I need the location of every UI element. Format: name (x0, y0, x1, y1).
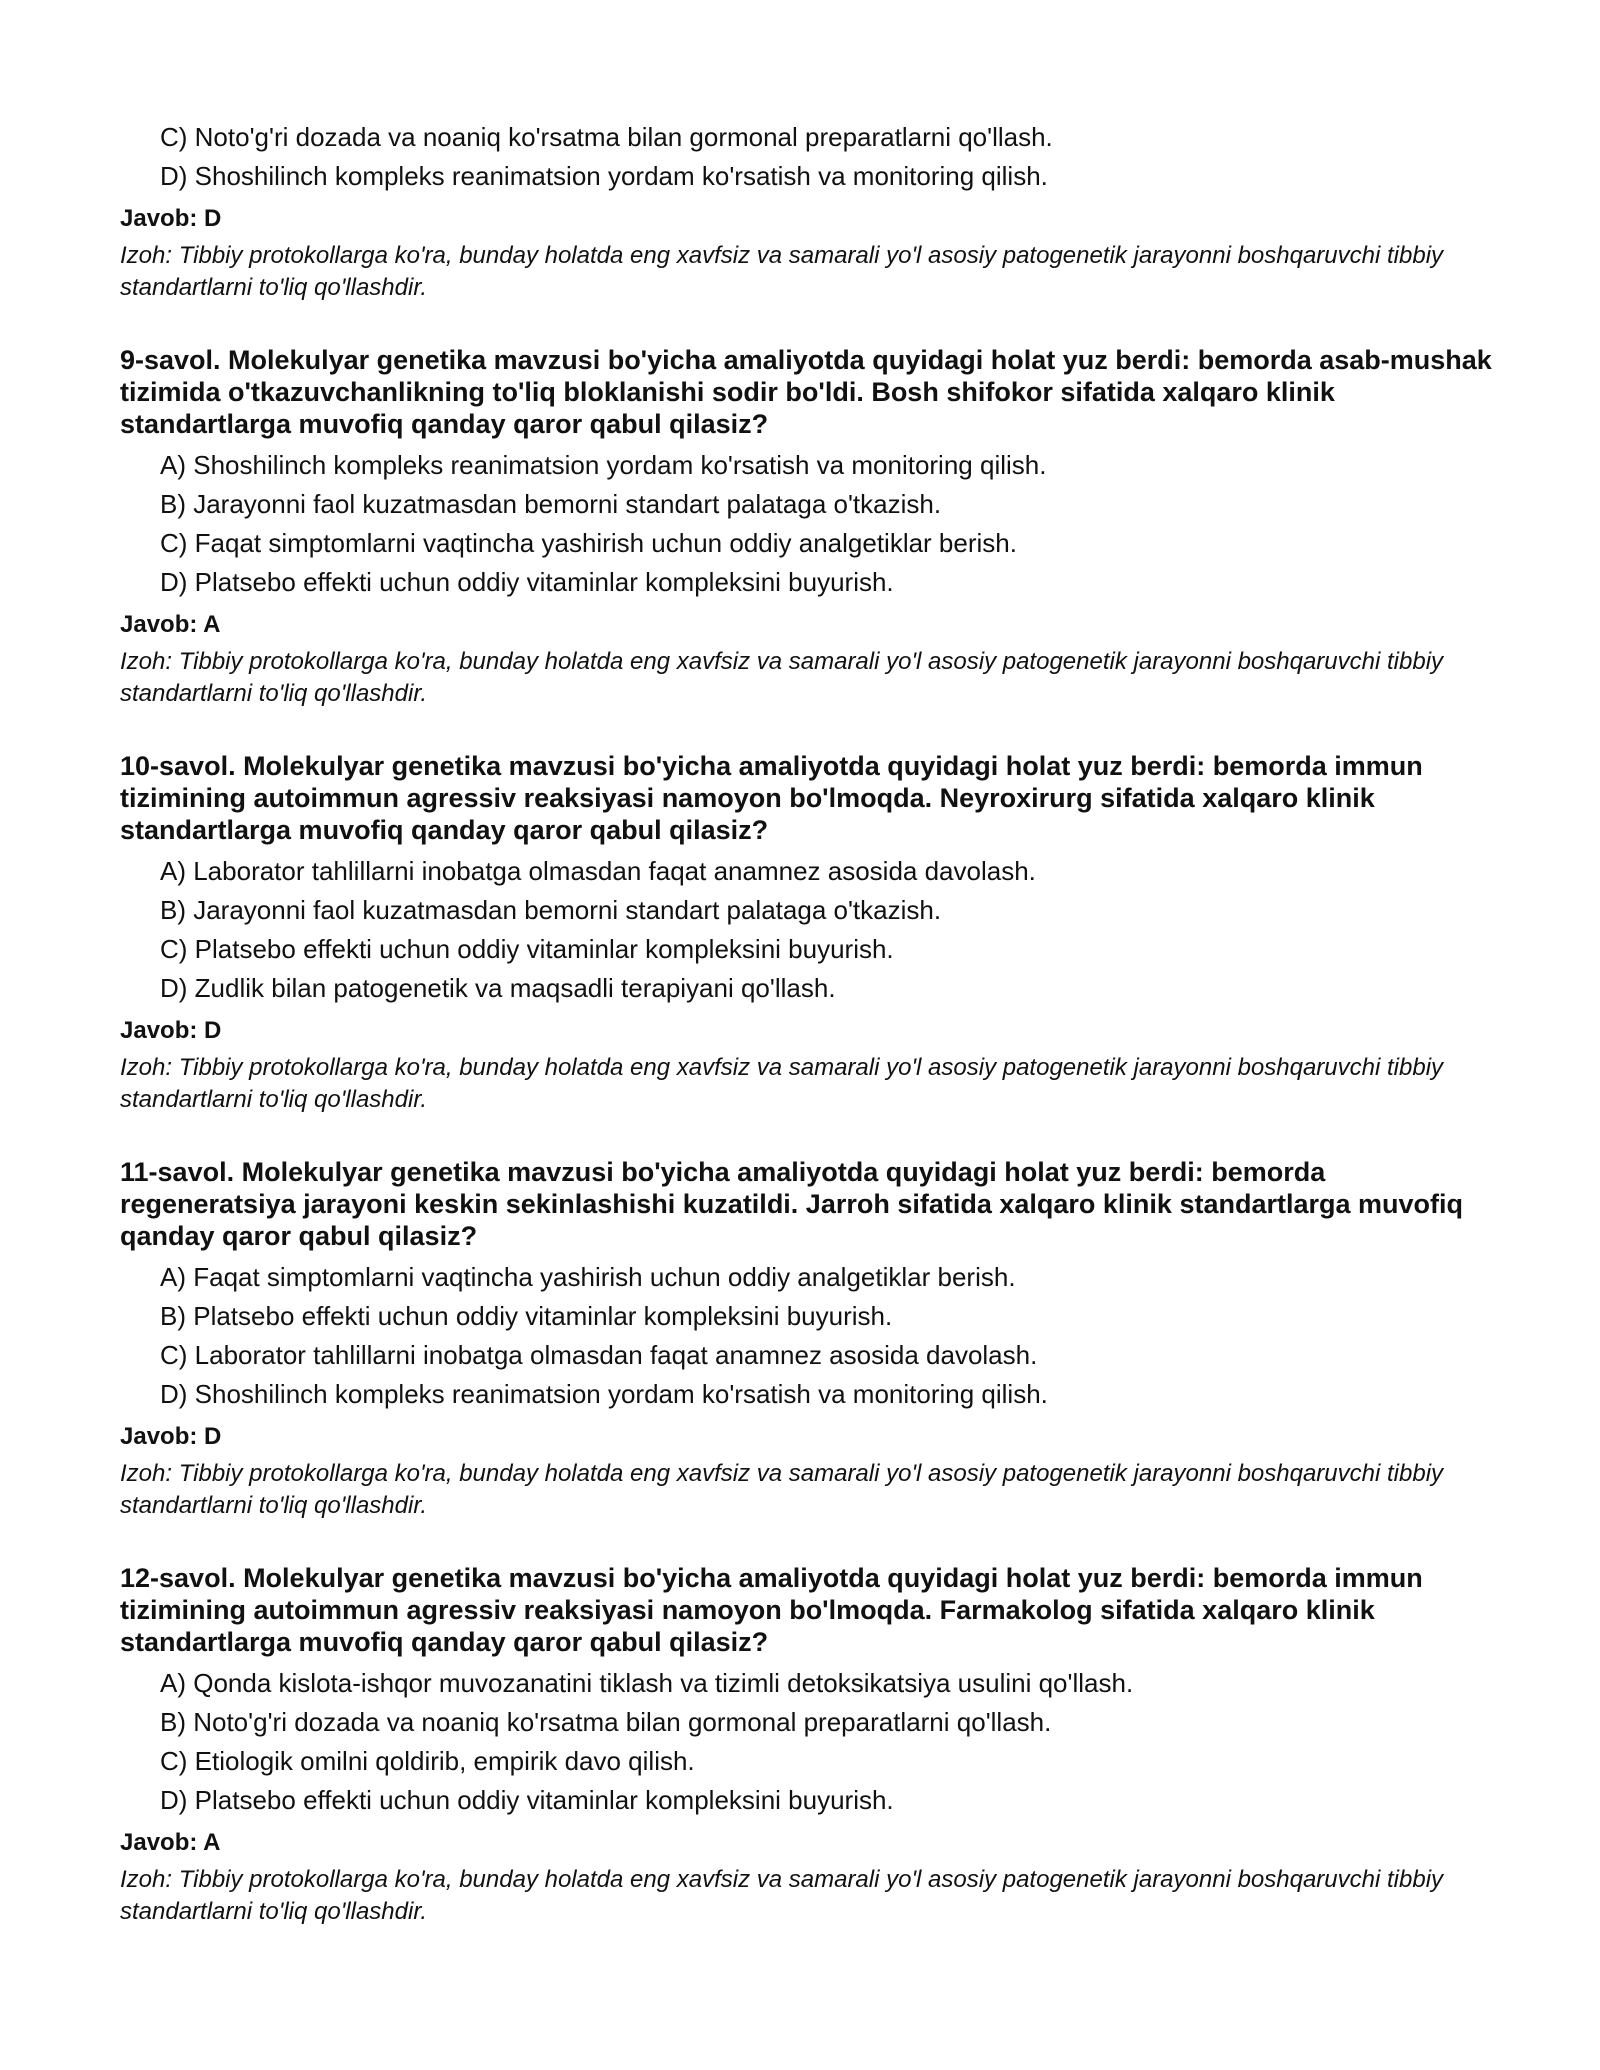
document-page (120, 118, 1500, 1928)
option-c: C) Laborator tahlillarni inobatga olmasdan faqat anamnez asosida davolash. (160, 1340, 1038, 1370)
explanation-note: Izoh: Tibbiy protokollarga ko'ra, bunday holatda eng xavfsiz va samarali yo'l asosiy patogenetik jarayonni boshqaruvchi tibbiy standartlarni to'liq qo'llashdir. (120, 1054, 1444, 1113)
option-c: C) Faqat simptomlarni vaqtincha yashirish uchun oddiy analgetiklar berish. (160, 528, 1017, 558)
question-11 (120, 1156, 1500, 1522)
option-a: A) Laborator tahlillarni inobatga olmasdan faqat anamnez asosida davolash. (160, 856, 1036, 886)
answer-label: Javob: A (120, 1829, 221, 1856)
option-c: C) Platsebo effekti uchun oddiy vitaminlar kompleksini buyurish. (160, 934, 894, 964)
answer-label: Javob: A (120, 611, 221, 638)
answer-label: Javob: D (120, 1017, 222, 1044)
explanation-note: Izoh: Tibbiy protokollarga ko'ra, bunday holatda eng xavfsiz va samarali yo'l asosiy patogenetik jarayonni boshqaruvchi tibbiy standartlarni to'liq qo'llashdir. (120, 242, 1444, 301)
option-c: C) Etiologik omilni qoldirib, empirik davo qilish. (160, 1746, 695, 1776)
option-b: B) Jarayonni faol kuzatmasdan bemorni standart palataga o'tkazish. (160, 489, 942, 519)
options-list (160, 1258, 1500, 1414)
question-10 (120, 750, 1500, 1116)
option-d: D) Shoshilinch kompleks reanimatsion yordam ko'rsatish va monitoring qilish. (160, 1379, 1048, 1409)
question-title: 12-savol. Molekulyar genetika mavzusi bo'yicha amaliyotda quyidagi holat yuz berdi: bemorda immun tizimining autoimmun agressiv reaksiyasi namoyon bo'lmoqda. Farmakolog sifatida xalqaro klinik standartlarga muvofiq qanday qaror qabul qilasiz? (120, 1563, 1423, 1657)
options-list (160, 446, 1500, 602)
question-12 (120, 1562, 1500, 1928)
option-a: A) Faqat simptomlarni vaqtincha yashirish uchun oddiy analgetiklar berish. (160, 1262, 1016, 1292)
options-list (160, 852, 1500, 1008)
option-b: B) Noto'g'ri dozada va noaniq ko'rsatma bilan gormonal preparatlarni qo'llash. (160, 1707, 1052, 1737)
option-d: D) Platsebo effekti uchun oddiy vitaminlar kompleksini buyurish. (160, 567, 894, 597)
options-list (160, 1664, 1500, 1820)
question-title: 9-savol. Molekulyar genetika mavzusi bo'yicha amaliyotda quyidagi holat yuz berdi: bemorda asab-mushak tizimida o'tkazuvchanlikning to'liq bloklanishi sodir bo'ldi. Bosh shifokor sifatida xalqaro klinik standartlarga muvofiq qanday qaror qabul qilasiz? (120, 345, 1492, 439)
option-c: C) Noto'g'ri dozada va noaniq ko'rsatma bilan gormonal preparatlarni qo'llash. (160, 122, 1053, 152)
answer-label: Javob: D (120, 205, 222, 232)
option-d: D) Shoshilinch kompleks reanimatsion yordam ko'rsatish va monitoring qilish. (160, 161, 1048, 191)
explanation-note: Izoh: Tibbiy protokollarga ko'ra, bunday holatda eng xavfsiz va samarali yo'l asosiy patogenetik jarayonni boshqaruvchi tibbiy standartlarni to'liq qo'llashdir. (120, 1866, 1444, 1925)
question-8-tail (120, 118, 1500, 304)
option-b: B) Jarayonni faol kuzatmasdan bemorni standart palataga o'tkazish. (160, 895, 942, 925)
question-title: 10-savol. Molekulyar genetika mavzusi bo'yicha amaliyotda quyidagi holat yuz berdi: bemorda immun tizimining autoimmun agressiv reaksiyasi namoyon bo'lmoqda. Neyroxirurg sifatida xalqaro klinik standartlarga muvofiq qanday qaror qabul qilasiz? (120, 751, 1423, 845)
question-9 (120, 344, 1500, 710)
explanation-note: Izoh: Tibbiy protokollarga ko'ra, bunday holatda eng xavfsiz va samarali yo'l asosiy patogenetik jarayonni boshqaruvchi tibbiy standartlarni to'liq qo'llashdir. (120, 648, 1444, 707)
answer-label: Javob: D (120, 1423, 222, 1450)
option-b: B) Platsebo effekti uchun oddiy vitaminlar kompleksini buyurish. (160, 1301, 893, 1331)
option-a: A) Shoshilinch kompleks reanimatsion yordam ko'rsatish va monitoring qilish. (160, 450, 1047, 480)
explanation-note: Izoh: Tibbiy protokollarga ko'ra, bunday holatda eng xavfsiz va samarali yo'l asosiy patogenetik jarayonni boshqaruvchi tibbiy standartlarni to'liq qo'llashdir. (120, 1460, 1444, 1519)
options-list (160, 118, 1500, 196)
option-d: D) Platsebo effekti uchun oddiy vitaminlar kompleksini buyurish. (160, 1785, 894, 1815)
question-title: 11-savol. Molekulyar genetika mavzusi bo'yicha amaliyotda quyidagi holat yuz berdi: bemorda regeneratsiya jarayoni keskin sekinlashishi kuzatildi. Jarroh sifatida xalqaro klinik standartlarga muvofiq qanday qaror qabul qilasiz? (120, 1157, 1463, 1251)
option-a: A) Qonda kislota-ishqor muvozanatini tiklash va tizimli detoksikatsiya usulini qo'llash. (160, 1668, 1134, 1698)
option-d: D) Zudlik bilan patogenetik va maqsadli terapiyani qo'llash. (160, 973, 836, 1003)
